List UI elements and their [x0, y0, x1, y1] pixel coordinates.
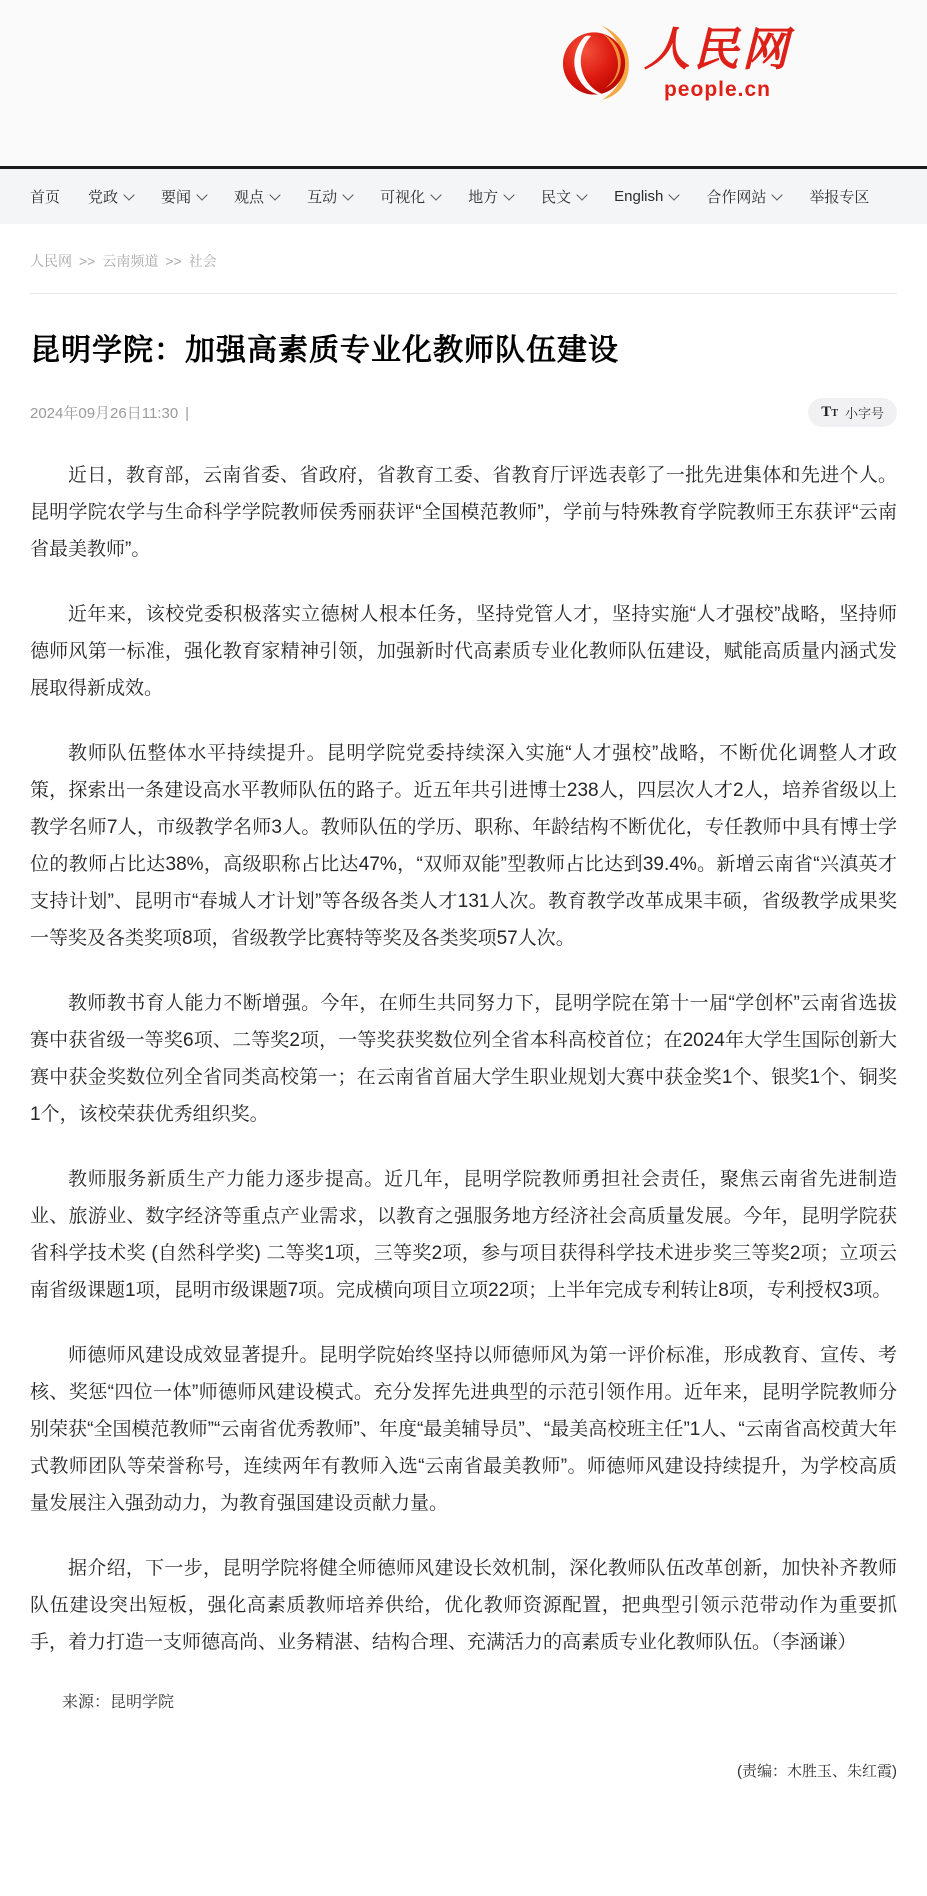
- nav-item-9[interactable]: [706, 186, 781, 207]
- article-paragraph: 近年来，该校党委积极落实立德树人根本任务，坚持党管人才，坚持实施“人才强校”战略，坚持师德师风第一标准，强化教育家精神引领，加强新时代高素质专业化教师队伍建设，赋能高质量内涵式发展取得新成效。: [30, 603, 897, 699]
- article-editors: (责编：木胜玉、朱红霞): [737, 1762, 897, 1780]
- nav-item-label: English: [614, 188, 664, 205]
- nav-item-label: 党政: [88, 189, 119, 206]
- article-source: 来源：昆明学院: [62, 1693, 175, 1711]
- font-size-button-label: 小字号: [844, 405, 884, 421]
- article-title: 昆明学院：加强高素质专业化教师队伍建设: [30, 334, 619, 367]
- breadcrumb: [0, 224, 927, 271]
- chevron-down-icon: [123, 189, 134, 200]
- font-size-button[interactable]: [808, 398, 897, 427]
- chevron-down-icon: [772, 189, 783, 200]
- nav-item-label: 举报专区: [809, 189, 870, 206]
- breadcrumb-separator: >>: [165, 253, 182, 269]
- breadcrumb-link-1[interactable]: 云南频道: [102, 253, 159, 269]
- breadcrumb-link-2[interactable]: 社会: [188, 253, 217, 269]
- nav-item-1[interactable]: [88, 186, 133, 207]
- logo-site-domain: people.cn: [663, 78, 772, 101]
- article-paragraph: 教师服务新质生产力能力逐步提高。近几年，昆明学院教师勇担社会责任，聚焦云南省先进制造业、旅游业、数字经济等重点产业需求，以教育之强服务地方经济社会高质量发展。今年，昆明学院获省科学技术奖 (自然科学奖) 二等奖1项，三等奖2项，参与项目获得科学技术进步奖三等奖2项；立项云南省级课题1项，昆明市级课题7项。完成横向项目立项22项；上半年完成专利转让8项，专利授权3项。: [30, 1168, 897, 1301]
- nav-item-6[interactable]: [468, 186, 513, 207]
- nav-item-label: 地方: [468, 189, 499, 206]
- article-paragraph: 师德师风建设成效显著提升。昆明学院始终坚持以师德师风为第一评价标准，形成教育、宣传、考核、奖惩“四位一体”师德师风建设模式。充分发挥先进典型的示范引领作用。近年来，昆明学院教师分别荣获“全国模范教师”“云南省优秀教师”、年度“最美辅导员”、“最美高校班主任”1人、“云南省高校黄大年式教师团队等荣誉称号，连续两年有教师入选“云南省最美教师”。师德师风建设持续提升，为学校高质量发展注入强劲动力，为教育强国建设贡献力量。: [30, 1344, 897, 1514]
- breadcrumb-separator: >>: [79, 253, 96, 269]
- article-body: [30, 457, 897, 1661]
- article-meta-row: [30, 398, 897, 427]
- divider: [30, 293, 897, 294]
- site-logo[interactable]: [560, 22, 791, 102]
- nav-item-label: 首页: [30, 189, 61, 206]
- nav-item-0[interactable]: [30, 186, 60, 207]
- chevron-down-icon: [269, 189, 280, 200]
- nav-item-8[interactable]: [614, 188, 678, 205]
- chevron-down-icon: [669, 189, 680, 200]
- article-paragraph: 近日，教育部，云南省委、省政府，省教育工委、省教育厅评选表彰了一批先进集体和先进个人。昆明学院农学与生命科学学院教师侯秀丽获评“全国模范教师”，学前与特殊教育学院教师王东获评“云南省最美教师”。: [30, 464, 897, 560]
- nav-item-label: 观点: [234, 189, 265, 206]
- logo-text: [644, 22, 791, 102]
- site-header: [0, 0, 927, 169]
- nav-item-10[interactable]: [809, 186, 869, 207]
- logo-site-name: 人民网: [644, 24, 791, 75]
- article-page: [0, 224, 927, 1811]
- chevron-down-icon: [430, 189, 441, 200]
- main-nav: [0, 169, 927, 224]
- font-size-icon: TT: [821, 403, 838, 420]
- publish-date-text: 2024年09月26日11:30: [30, 404, 179, 422]
- nav-item-label: 互动: [307, 189, 338, 206]
- article-paragraph: 教师教书育人能力不断增强。今年，在师生共同努力下，昆明学院在第十一届“学创杯”云南省选拔赛中获省级一等奖6项、二等奖2项，一等奖获奖数位列全省本科高校首位；在2024年大学生国际创新大赛中获金奖数位列全省同类高校第一；在云南省首届大学生职业规划大赛中获金奖1个、银奖1个、铜奖1个，该校荣获优秀组织奖。: [30, 992, 897, 1125]
- nav-item-3[interactable]: [234, 186, 279, 207]
- nav-item-7[interactable]: [541, 186, 586, 207]
- article-paragraph: 教师队伍整体水平持续提升。昆明学院党委持续深入实施“人才强校”战略，不断优化调整人才政策，探索出一条建设高水平教师队伍的路子。近五年共引进博士238人，四层次人才2人，培养省级以上教学名师7人，市级教学名师3人。教师队伍的学历、职称、年龄结构不断优化，专任教师中具有博士学位的教师占比达38%，高级职称占比达47%，“双师双能”型教师占比达到39.4%。新增云南省“兴滇英才支持计划”、昆明市“春城人才计划”等各级各类人才131人次。教育教学改革成果丰硕，省级教学成果奖一等奖及各类奖项8项，省级教学比赛特等奖及各类奖项57人次。: [30, 742, 897, 949]
- nav-item-4[interactable]: [307, 186, 352, 207]
- chevron-down-icon: [576, 189, 587, 200]
- chevron-down-icon: [196, 189, 207, 200]
- nav-item-5[interactable]: [380, 186, 440, 207]
- people-cn-logo-icon: [560, 22, 634, 102]
- date-separator: |: [185, 404, 190, 422]
- article-paragraph: 据介绍，下一步，昆明学院将健全师德师风建设长效机制，深化教师队伍改革创新，加快补齐教师队伍建设突出短板，强化高素质教师培养供给，优化教师资源配置，把典型引领示范带动作为重要抓手，着力打造一支师德高尚、业务精湛、结构合理、充满活力的高素质专业化教师队伍。（李涵谦）: [30, 1557, 897, 1653]
- breadcrumb-link-0[interactable]: 人民网: [30, 253, 72, 269]
- nav-item-label: 可视化: [380, 189, 426, 206]
- nav-item-2[interactable]: [161, 186, 206, 207]
- nav-item-label: 合作网站: [706, 189, 767, 206]
- nav-item-label: 要闻: [161, 189, 192, 206]
- nav-item-label: 民文: [541, 189, 572, 206]
- chevron-down-icon: [342, 189, 353, 200]
- publish-date: [30, 402, 189, 423]
- chevron-down-icon: [503, 189, 514, 200]
